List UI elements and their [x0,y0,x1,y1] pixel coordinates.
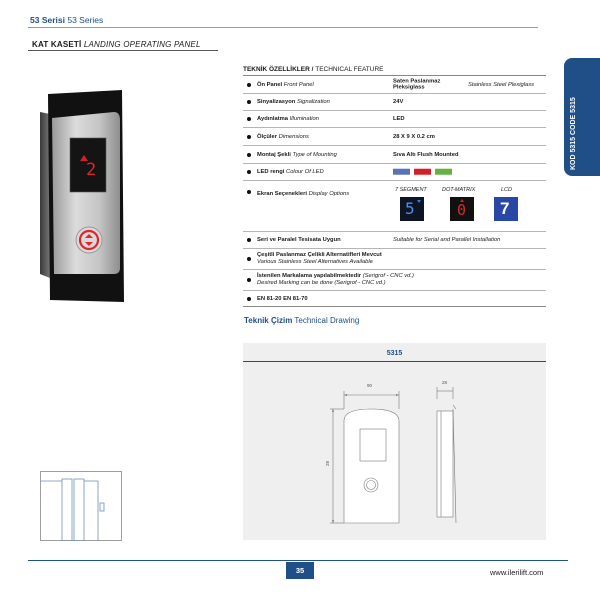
call-button-icon [74,225,104,255]
features-heading: TEKNİK ÖZELLİKLER / TECHNICAL FEATURE [243,66,384,73]
dim-height-label: 28 [325,460,331,467]
technical-drawing-title: Teknik Çizim Technical Drawing [244,316,360,325]
footer-divider [28,560,568,561]
panel-drawing-svg [243,343,546,540]
feature-row-marking: İstenilen Markalama yapılabilmektedir (Serigrof - CNC vd.) Desired Marking can be done (Serigrof - CNC vd.) [243,270,546,291]
product-code-tab [564,58,600,176]
feature-row-illumination: Aydınlatma Illumination LED [243,111,546,128]
page-number: 35 [286,562,314,579]
panel-product-photo [36,88,128,306]
series-title: 53 Serisi 53 Series [30,15,104,25]
feature-row-led-colour: LED rengi Colour Of LED [243,164,546,181]
dim-depth-label: 28 [442,380,448,385]
display-lcd-sample: 7 [494,197,518,221]
display-dotmatrix-sample: 0 [450,197,474,221]
panel-floor-digit: 2 [86,160,97,180]
led-color-swatches [393,169,456,176]
feature-row-alternatives: Çeşitli Paslanmaz Çelikli Alternatifleri Mevcut Various Stainless Steel Alternatives Available [243,249,546,270]
section-divider [28,50,218,51]
display-option-lcd-label: LCD [501,187,513,193]
bullet-icon [247,83,251,87]
feature-row-standards: EN 81-20 EN 81-70 [243,291,546,307]
feature-row-dimensions: Ölçüler Dimensions 28 X 9 X 0.2 cm [243,128,546,146]
installation-sketch [40,471,122,541]
display-option-7segment-label: 7 SEGMENT [395,187,427,193]
feature-row-front-panel: Ön Panel Front Panel Saten Paslanmaz Pleksiglass Stainless Steel Plexiglass [243,76,546,94]
header-divider [28,27,538,28]
technical-drawing-area [243,343,546,540]
product-code-label: KOD 5315 CODE 5315 [570,97,577,170]
led-swatch-green [435,169,452,175]
dim-width-label: 90 [367,383,373,388]
features-table [243,75,546,307]
feature-row-display-options: Ekran Seçenekleri Display Options 7 SEGMENT DOT-MATRIX LCD 5 0 7 [243,181,546,232]
led-swatch-blue [393,169,410,175]
feature-row-installation: Seri ve Paralel Tesisata Uygun Suitable for Serial and Parallel Installation [243,232,546,249]
display-option-dotmatrix-label: DOT-MATRIX [442,187,476,193]
drawing-code-label: 5315 [386,350,403,357]
display-7segment-sample: 5 [400,197,424,221]
feature-row-mounting: Montaj Şekli Type of Mounting Sıva Altı Flush Mounted [243,146,546,164]
website-link[interactable]: www.ilerilift.com [490,568,544,577]
feature-row-signalization: Sinyalizasyon Signalization 24V [243,94,546,111]
section-title: KAT KASETİ LANDING OPERATING PANEL [32,40,201,49]
led-swatch-red [414,169,431,175]
